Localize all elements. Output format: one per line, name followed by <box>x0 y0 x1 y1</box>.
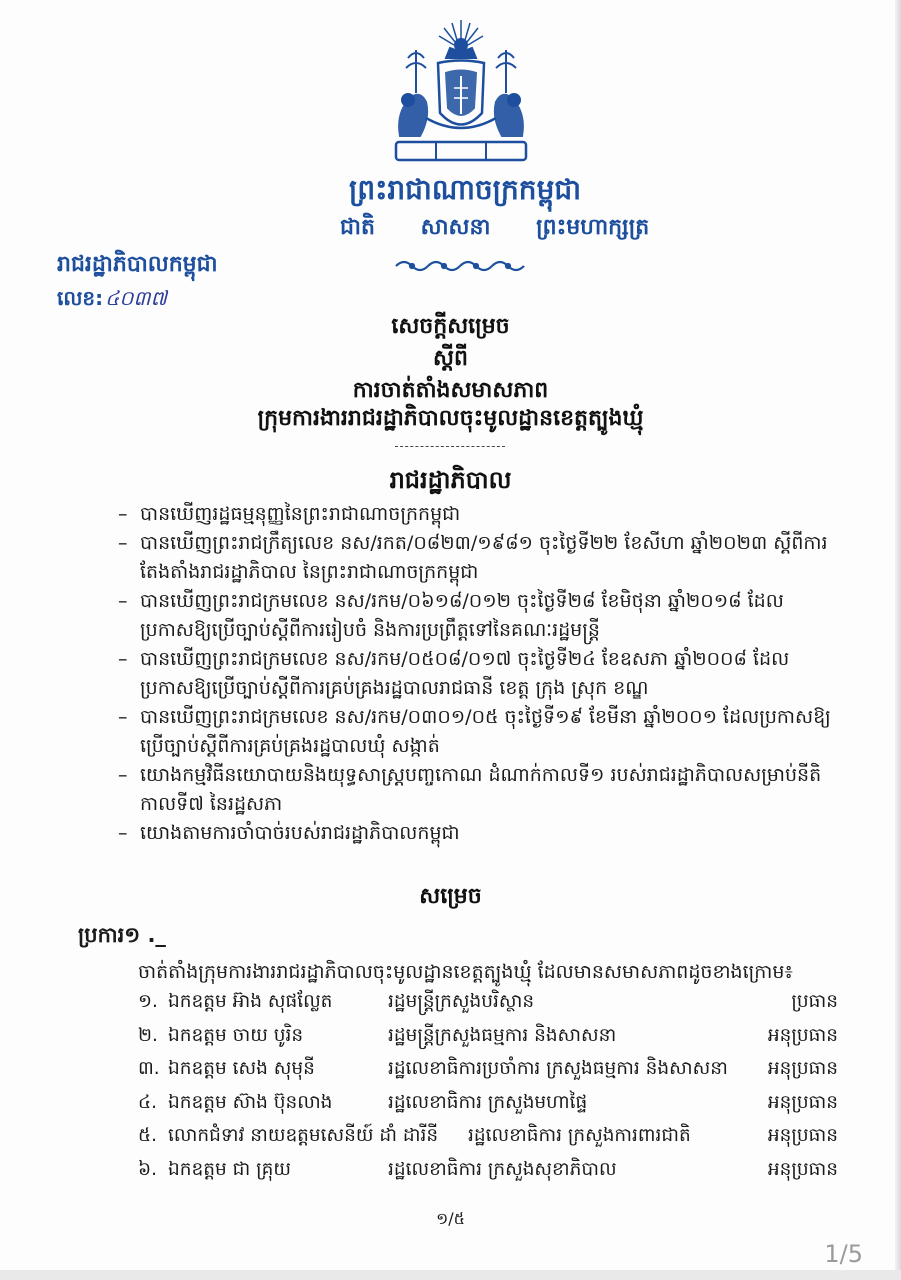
article-1-intro: ចាត់តាំងក្រុមការងាររាជរដ្ឋាភិបាលចុះមូលដ្ឋានខេត្តត្បូងឃ្មុំ ដែលមានសមាសភាពដូចខាងក្រោម៖ <box>138 961 793 983</box>
member-position: រដ្ឋមន្ត្រីក្រសួងបរិស្ថាន <box>388 991 535 1012</box>
member-position: រដ្ឋលេខាធិការ ក្រសួងមហាផ្ទៃ <box>388 1091 588 1113</box>
title-group: ក្រុមការងាររាជរដ្ឋាភិបាលចុះមូលដ្ឋានខេត្តត្បូងឃ្មុំ <box>257 406 644 431</box>
government-name: រាជរដ្ឋាភិបាលកម្ពុជា <box>57 252 218 277</box>
recital-item: – បានឃើញព្រះរាជក្រឹត្យលេខ នស/រកត/០៨២៣/១៩៨១ ចុះថ្ងៃទី២២ ខែសីហា ឆ្នាំ២០២៣ ស្តីពីការតែងតាំងរាជរដ្ឋាភិបាល នៃព្រះរាជាណាចក្រកម្ពុជា <box>118 529 838 587</box>
kingdom-name: ព្រះរាជាណាចក្រកម្ពុជា <box>348 173 581 206</box>
member-number: ១. <box>138 991 158 1012</box>
member-name: ឯកឧត្តម ជា គ្រុយ <box>168 1158 291 1180</box>
member-name: ឯកឧត្តម សេង សុមុនី <box>168 1058 315 1079</box>
recital-item: – យោងកម្មវិធីនយោបាយនិងយុទ្ធសាស្ត្របញ្ចកោណ ដំណាក់កាលទី១ របស់រាជរដ្ឋាភិបាលសម្រាប់នីតិកាលទី៧ នៃរដ្ឋសភា <box>118 761 838 819</box>
viewer-bottom-bar <box>0 1270 901 1280</box>
national-motto <box>340 213 650 245</box>
member-number: ៦. <box>138 1158 157 1180</box>
member-row <box>138 1088 838 1122</box>
motto-religion: សាសនា <box>420 215 491 240</box>
recital-item: – បានឃើញរដ្ឋធម្មនុញ្ញនៃព្រះរាជាណាចក្រកម្ពុជា <box>118 500 838 529</box>
member-role: អនុប្រធាន <box>767 1058 838 1079</box>
member-number: ៥. <box>138 1125 157 1146</box>
member-position: រដ្ឋលេខាធិការ ក្រសួងការពារជាតិ <box>468 1125 691 1146</box>
title-subject: ការចាត់តាំងសមាសភាព <box>352 378 549 403</box>
recital-item: – បានឃើញព្រះរាជក្រមលេខ នស/រកម/០៥០៨/០១៧ ចុះថ្ងៃទី២៤ ខែឧសភា ឆ្នាំ២០០៨ ដែលប្រកាសឱ្យប្រើច្បាប់ស្តីពីការគ្រប់គ្រងរដ្ឋបាលរាជធានី ខេត្ត ក្រុង ស្រុក ខណ្ឌ <box>118 645 838 703</box>
title-separator <box>395 446 505 449</box>
page-number: ១/៥ <box>436 1209 465 1228</box>
recital-item: – យោងតាមការចាំបាច់របស់រាជរដ្ឋាភិបាលកម្ពុជា <box>118 819 838 848</box>
recital-item: – បានឃើញព្រះរាជក្រមលេខ នស/រកម/០៣០១/០៥ ចុះថ្ងៃទី១៩ ខែមីនា ឆ្នាំ២០០១ ដែលប្រកាសឱ្យប្រើច្បាប់ស្តីពីការគ្រប់គ្រងរដ្ឋបាលឃុំ សង្កាត់ <box>118 703 838 761</box>
motto-nation: ជាតិ <box>340 215 375 240</box>
member-row <box>138 1155 838 1189</box>
article-1-label: ប្រការ១ ._ <box>78 923 166 947</box>
member-name: ឯកឧត្តម អ៊ាង សុផល្លែត <box>168 991 333 1012</box>
member-role: អនុប្រធាន <box>767 1024 838 1046</box>
member-row <box>138 1054 838 1088</box>
issuer-heading: រាជរដ្ឋាភិបាល <box>389 466 512 494</box>
member-role: អនុប្រធាន <box>767 1158 838 1180</box>
member-name: លោកជំទាវ នាយឧត្តមសេនីយ៍ ដាំ ដារីនី <box>168 1125 439 1146</box>
member-number: ២. <box>138 1024 158 1046</box>
document-number-label: លេខ: <box>57 286 104 310</box>
title-decision: សេចក្តីសម្រេច <box>391 314 510 339</box>
decision-heading: សម្រេច <box>419 884 482 909</box>
page-edge <box>895 0 901 1270</box>
member-position: រដ្ឋលេខាធិការ ក្រសួងសុខាភិបាល <box>388 1158 617 1180</box>
ornament-divider-icon <box>392 256 532 276</box>
member-row <box>138 1021 838 1055</box>
member-name: ឯកឧត្តម ស៊ាង ប៊ុនលាង <box>168 1091 333 1113</box>
document-number <box>57 285 167 315</box>
royal-coat-of-arms-icon <box>386 18 536 168</box>
member-number: ៣. <box>138 1058 160 1079</box>
member-role: ប្រធាន <box>791 991 838 1012</box>
member-row <box>138 1121 838 1155</box>
member-number: ៤. <box>138 1091 157 1113</box>
motto-king: ព្រះមហាក្សត្រ <box>536 215 650 240</box>
document-number-value: ៤០៣៧ <box>105 286 167 310</box>
title-on: ស្តីពី <box>433 346 468 371</box>
members-list <box>138 987 838 1188</box>
viewer-page-indicator: 1/5 <box>824 1240 863 1268</box>
member-position: រដ្ឋលេខាធិការប្រចាំការ ក្រសួងធម្មការ និងសាសនា <box>388 1058 728 1079</box>
member-role: អនុប្រធាន <box>767 1091 838 1113</box>
recitals-list <box>118 500 838 848</box>
recital-item: – បានឃើញព្រះរាជក្រមលេខ នស/រកម/០៦១៨/០១២ ចុះថ្ងៃទី២៨ ខែមិថុនា ឆ្នាំ២០១៨ ដែលប្រកាសឱ្យប្រើច្បាប់ស្តីពីការរៀបចំ និងការប្រព្រឹត្តទៅនៃគណៈរដ្ឋមន្ត្រី <box>118 587 838 645</box>
member-name: ឯកឧត្តម ចាយ បូរិន <box>168 1024 304 1046</box>
member-row <box>138 987 838 1021</box>
member-position: រដ្ឋមន្ត្រីក្រសួងធម្មការ និងសាសនា <box>388 1024 617 1046</box>
member-role: អនុប្រធាន <box>767 1125 838 1146</box>
